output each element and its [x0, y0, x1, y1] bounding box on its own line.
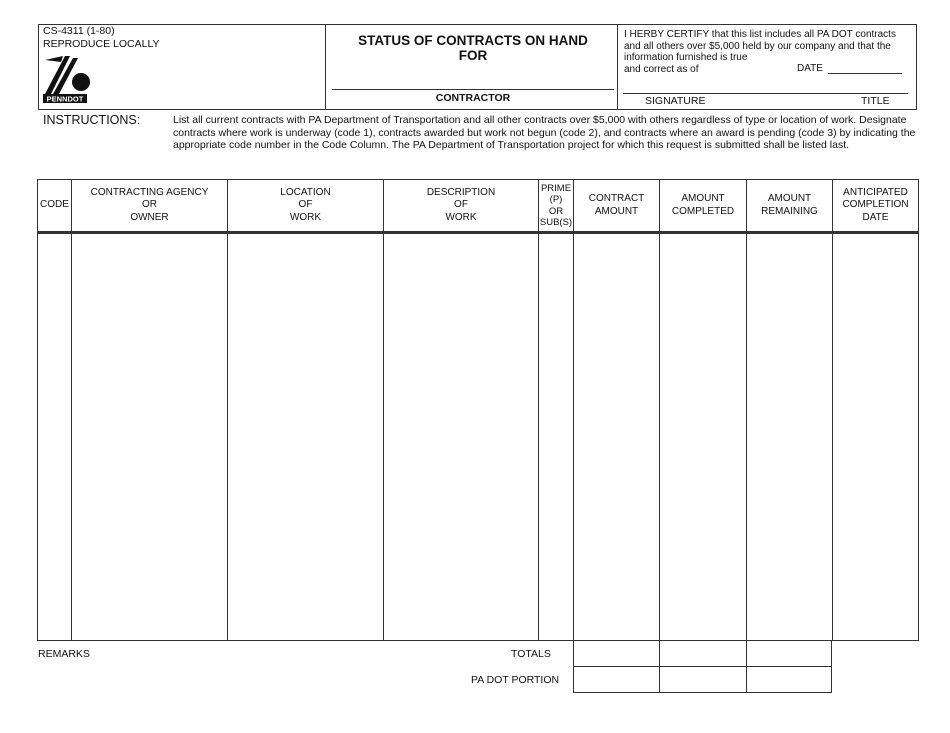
- penndot-logo: [43, 52, 91, 104]
- col-amount-completed-line-1: AMOUNT: [681, 193, 725, 204]
- instructions-text: List all current contracts with PA Department of Transportation and all other contracts over $5,000 with others regardless of type or location of work. Designate contracts where work is underway (code 1), contracts awarded but work not begun (code 2), and contracts where an award is pending (code 3) by indicating the appropriate code number in the Code Column. The PA Department of Transportation project for which this request is submitted shall be listed last.: [173, 114, 916, 151]
- col-prime-line-3: OR: [548, 205, 564, 217]
- code-entry-column[interactable]: [38, 233, 72, 641]
- padot-portion-label: PA DOT PORTION: [471, 674, 560, 686]
- col-completion-date-line-3: DATE: [862, 211, 889, 223]
- col-contract-amount-header: [574, 180, 660, 233]
- date-field-line[interactable]: [828, 73, 902, 74]
- table-header-row: [38, 180, 919, 233]
- col-location-line-3: WORK: [289, 211, 322, 223]
- col-prime-header: [539, 180, 574, 233]
- col-prime-line-4: SUB(S): [539, 217, 573, 228]
- logo-text: PENNDOT: [46, 94, 84, 104]
- certification-statement: [624, 29, 912, 75]
- col-location-line-1: LOCATION: [280, 186, 331, 198]
- prime-entry-column[interactable]: [539, 233, 574, 641]
- col-description-line-3: WORK: [445, 211, 477, 223]
- contract-amount-entry-column[interactable]: [574, 233, 660, 641]
- padot-amount-completed-field[interactable]: [659, 666, 747, 693]
- col-amount-remaining-header: [747, 180, 833, 233]
- contractor-label: CONTRACTOR: [435, 92, 511, 104]
- reproduce-note: REPRODUCE LOCALLY: [43, 38, 160, 50]
- remarks-label: REMARKS: [38, 648, 90, 660]
- col-prime-line-2: (P): [549, 194, 563, 205]
- col-code-header: [38, 180, 72, 233]
- date-label: DATE: [797, 63, 823, 74]
- table-body-area: [38, 233, 919, 641]
- amount-remaining-entry-column[interactable]: [747, 233, 833, 641]
- col-completion-date-header: [833, 180, 919, 233]
- col-agency-line-2: OR: [142, 199, 157, 211]
- completion-date-entry-column[interactable]: [833, 233, 919, 641]
- col-agency-line-1: CONTRACTING AGENCY: [90, 186, 209, 198]
- certification-text: I HERBY CERTIFY that this list includes all PA DOT contracts and all others over $5,000 held by our company and that the information furnished is true: [624, 29, 896, 63]
- description-entry-column[interactable]: [384, 233, 539, 641]
- col-contract-amount-line-1: CONTRACT: [588, 193, 645, 204]
- form-header: [38, 24, 917, 110]
- col-description-header: [384, 180, 539, 233]
- col-description-line-1: DESCRIPTION: [426, 186, 496, 198]
- instructions-label: INSTRUCTIONS:: [43, 113, 141, 127]
- title-line-2: FOR: [458, 48, 488, 63]
- total-amount-completed-field[interactable]: [659, 640, 747, 667]
- col-completion-date-line-1: ANTICIPATED: [843, 186, 908, 198]
- total-contract-amount-field[interactable]: [573, 640, 660, 667]
- page-title: [332, 33, 614, 63]
- agency-entry-column[interactable]: [72, 233, 228, 641]
- contracts-table: [37, 179, 919, 641]
- totals-label: TOTALS: [511, 648, 551, 660]
- col-location-header: [228, 180, 384, 233]
- form-number: CS-4311 (1-80): [43, 25, 115, 37]
- amount-completed-entry-column[interactable]: [660, 233, 747, 641]
- col-amount-completed-line-2: COMPLETED: [671, 205, 735, 217]
- col-description-line-2: OF: [454, 199, 468, 211]
- contractor-field-line[interactable]: [332, 89, 614, 90]
- header-divider: [617, 25, 618, 109]
- title-line-1: STATUS OF CONTRACTS ON HAND: [358, 33, 588, 48]
- col-amount-remaining-line-1: AMOUNT: [767, 193, 812, 204]
- col-amount-completed-header: [660, 180, 747, 233]
- col-prime-line-1: PRIME: [540, 182, 572, 194]
- col-completion-date-line-2: COMPLETION: [842, 199, 909, 211]
- header-divider: [325, 25, 326, 109]
- padot-amount-remaining-field[interactable]: [746, 666, 832, 693]
- penndot-logo-graphic: [43, 52, 91, 104]
- col-agency-line-3: OWNER: [130, 211, 169, 223]
- certification-end: and correct as of: [624, 63, 699, 75]
- signature-field-line[interactable]: [623, 93, 908, 94]
- signature-label: SIGNATURE: [645, 95, 706, 107]
- col-contract-amount-line-2: AMOUNT: [594, 205, 639, 217]
- location-entry-column[interactable]: [228, 233, 384, 641]
- col-code-line-1: CODE: [40, 199, 69, 211]
- title-label: TITLE: [861, 95, 890, 107]
- col-amount-remaining-line-2: REMAINING: [761, 205, 818, 217]
- padot-contract-amount-field[interactable]: [573, 666, 660, 693]
- col-agency-header: [72, 180, 228, 233]
- col-location-line-2: OF: [298, 199, 313, 211]
- total-amount-remaining-field[interactable]: [746, 640, 832, 667]
